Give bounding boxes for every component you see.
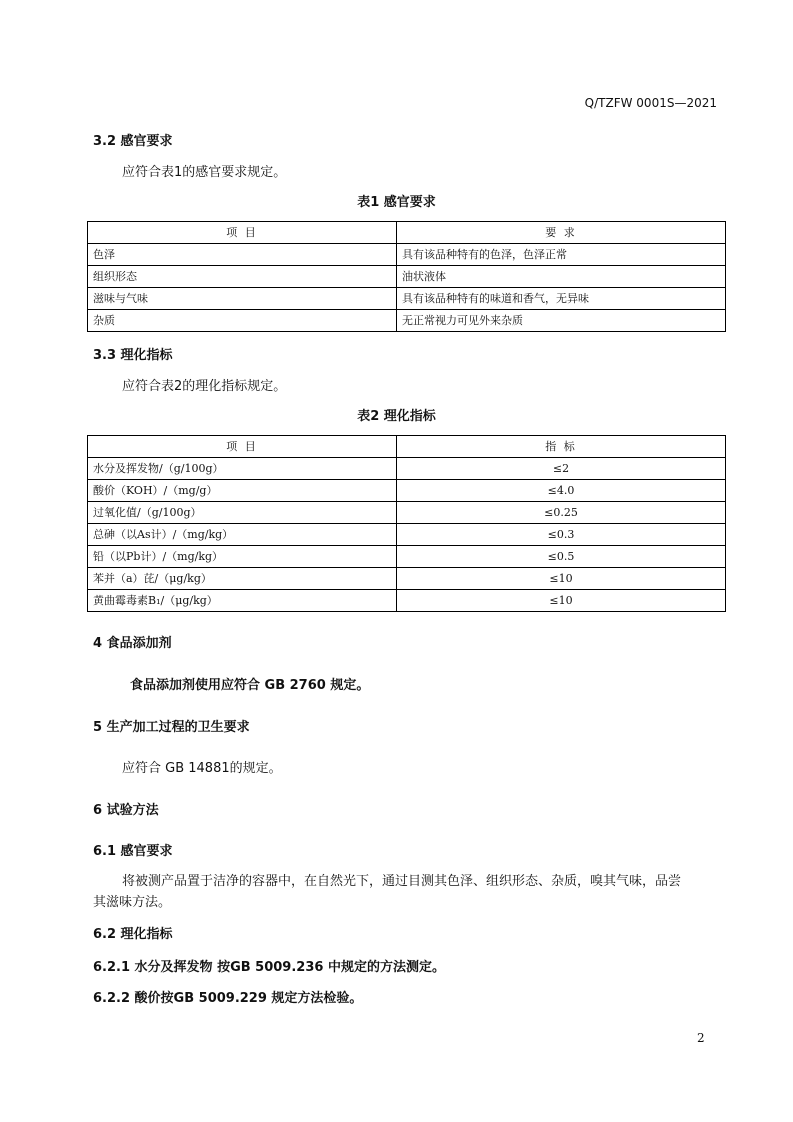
section-3-2-heading: 3.2 感官要求	[93, 134, 173, 149]
indicator-cell: ≤2	[397, 458, 726, 480]
table-header-row	[88, 436, 726, 458]
indicator-cell: ≤10	[397, 568, 726, 590]
item-cell: 水分及挥发物/（g/100g）	[88, 458, 397, 480]
table-1-caption: 表1 感官要求	[357, 195, 436, 210]
item-cell: 总砷（以As计）/（mg/kg）	[88, 524, 397, 546]
table-row	[88, 546, 726, 568]
section-6-heading: 6 试验方法	[93, 803, 159, 818]
item-cell: 色泽	[88, 244, 397, 266]
item-cell: 组织形态	[88, 266, 397, 288]
table-row	[88, 568, 726, 590]
section-3-3-heading: 3.3 理化指标	[93, 348, 173, 363]
indicator-cell: ≤10	[397, 590, 726, 612]
section-3-2-text: 应符合表1的感官要求规定。	[122, 165, 287, 180]
requirement-cell: 具有该品种特有的味道和香气，无异味	[397, 288, 726, 310]
section-4-text: 食品添加剂使用应符合 GB 2760 规定。	[130, 678, 370, 693]
table-row	[88, 310, 726, 332]
table-header-row	[88, 222, 726, 244]
section-4-heading: 4 食品添加剂	[93, 636, 172, 651]
table-row	[88, 480, 726, 502]
section-5-heading: 5 生产加工过程的卫生要求	[93, 720, 250, 735]
section-3-3-text: 应符合表2的理化指标规定。	[122, 379, 287, 394]
physicochemical-indicators-table	[87, 435, 726, 612]
page-number: 2	[697, 1031, 705, 1045]
header-requirement: 要 求	[397, 222, 726, 244]
requirement-cell: 无正常视力可见外来杂质	[397, 310, 726, 332]
indicator-cell: ≤0.5	[397, 546, 726, 568]
item-cell: 滋味与气味	[88, 288, 397, 310]
header-item: 项 目	[88, 222, 397, 244]
table-row	[88, 524, 726, 546]
item-cell: 过氧化值/（g/100g）	[88, 502, 397, 524]
indicator-cell: ≤4.0	[397, 480, 726, 502]
item-cell: 黄曲霉毒素B₁/（μg/kg）	[88, 590, 397, 612]
section-6-2-heading: 6.2 理化指标	[93, 927, 173, 942]
header-item: 项 目	[88, 436, 397, 458]
item-cell: 酸价（KOH）/（mg/g）	[88, 480, 397, 502]
section-6-1-heading: 6.1 感官要求	[93, 844, 173, 859]
item-cell: 铅（以Pb计）/（mg/kg）	[88, 546, 397, 568]
table-row	[88, 502, 726, 524]
sensory-requirements-table	[87, 221, 726, 332]
section-5-text: 应符合 GB 14881的规定。	[122, 761, 282, 776]
section-6-1-text-line2: 其滋味方法。	[93, 895, 172, 910]
header-indicator: 指 标	[397, 436, 726, 458]
indicator-cell: ≤0.25	[397, 502, 726, 524]
requirement-cell: 具有该品种特有的色泽，色泽正常	[397, 244, 726, 266]
table-row	[88, 266, 726, 288]
table-row	[88, 288, 726, 310]
document-code: Q/TZFW 0001S—2021	[584, 96, 717, 110]
table-row	[88, 590, 726, 612]
section-6-1-text-line1: 将被测产品置于洁净的容器中，在自然光下，通过目测其色泽、组织形态、杂质，嗅其气味，品尝	[122, 874, 682, 889]
indicator-cell: ≤0.3	[397, 524, 726, 546]
item-cell: 苯并（a）芘/（μg/kg）	[88, 568, 397, 590]
item-cell: 杂质	[88, 310, 397, 332]
table-2-caption: 表2 理化指标	[357, 409, 436, 424]
requirement-cell: 油状液体	[397, 266, 726, 288]
table-row	[88, 244, 726, 266]
table-row	[88, 458, 726, 480]
section-6-2-2-text: 6.2.2 酸价按GB 5009.229 规定方法检验。	[93, 991, 363, 1006]
section-6-2-1-text: 6.2.1 水分及挥发物 按GB 5009.236 中规定的方法测定。	[93, 960, 445, 975]
